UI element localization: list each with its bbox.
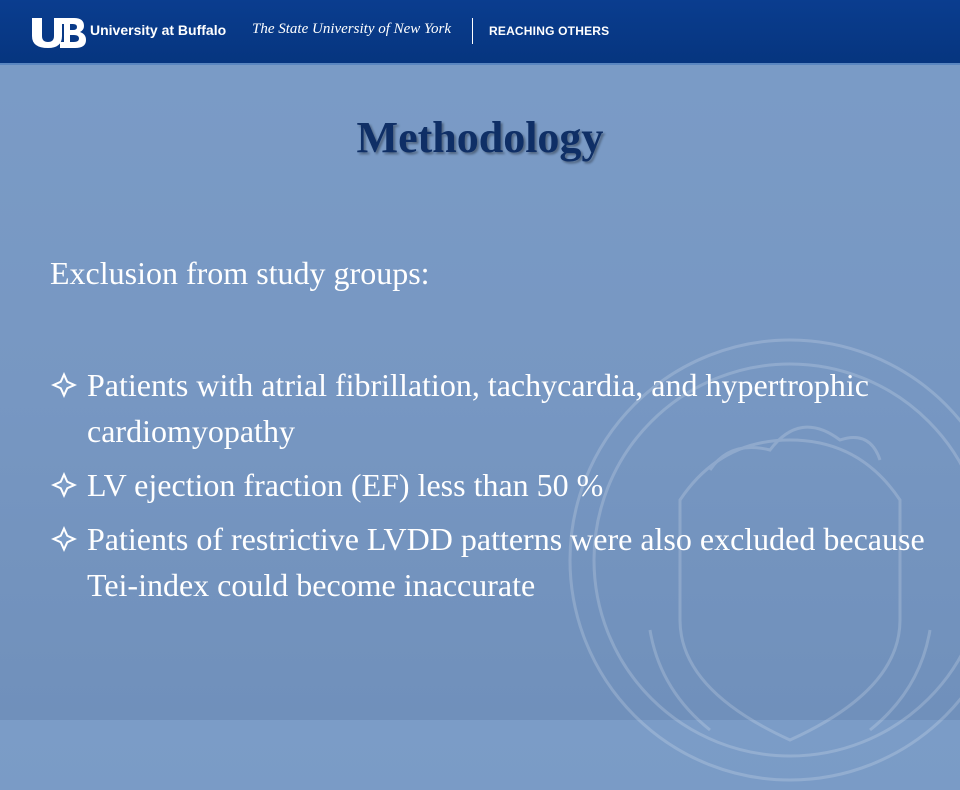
header-divider — [472, 18, 473, 44]
header-bar — [0, 0, 960, 65]
bullet-list — [50, 362, 930, 616]
list-item — [50, 462, 930, 508]
list-item — [50, 362, 930, 454]
intro-text: Exclusion from study groups: — [50, 255, 430, 291]
tagline: REACHING OTHERS — [489, 24, 610, 38]
list-item — [50, 516, 930, 608]
bullet-text: Patients with atrial fibrillation, tachycardia, and hypertrophic cardiomyopathy — [87, 367, 869, 449]
bullet-text: LV ejection fraction (EF) less than 50 % — [87, 467, 604, 503]
bullet-text: Patients of restrictive LVDD patterns were also excluded because Tei-index could become inaccurate — [87, 521, 925, 603]
slide-title: Methodology — [356, 113, 604, 162]
ub-logo-icon — [30, 14, 86, 50]
system-name: The State University of New York — [252, 21, 452, 37]
diamond-bullet-icon — [50, 371, 78, 399]
diamond-bullet-icon — [50, 525, 78, 553]
university-name: University at Buffalo — [90, 22, 227, 38]
diamond-bullet-icon — [50, 471, 78, 499]
